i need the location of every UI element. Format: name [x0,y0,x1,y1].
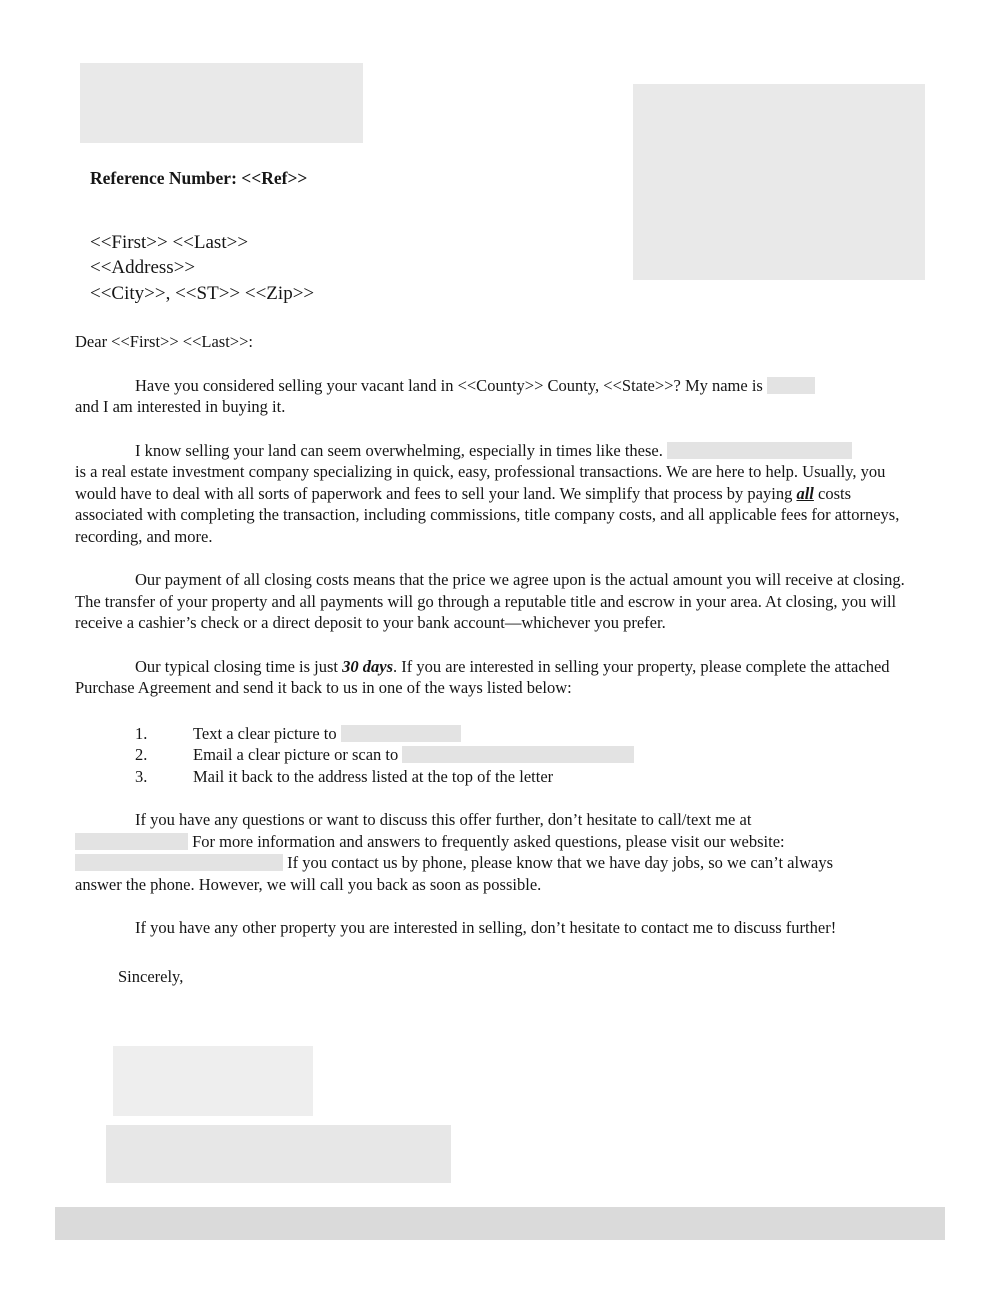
recipient-address-block [90,230,922,307]
p1-line2: and I am interested in buying it. [75,397,286,416]
list-item-1-text: Text a clear picture to [193,723,341,743]
redacted-buyer-name [767,377,815,394]
paragraph-company [75,440,922,548]
recipient-street-address: <<Address>> [90,257,196,278]
paragraph-questions [75,809,922,895]
p2-body-before: is a real estate investment company specializing in quick, easy, professional transactions. We are here to help. Usually, you would have to deal with all sorts of paperwork and fees to sell your land. We simplify that process by paying [75,462,886,503]
p5-line1: If you have any questions or want to discuss this offer further, don’t hesitate to call/text me at [135,810,752,829]
closing-sincerely: Sincerely, [118,966,184,986]
list-item-mail-back [135,766,922,788]
p2-intro: I know selling your land can seem overwhelming, especially in times like these. [135,440,663,460]
footer-bar-placeholder [55,1207,945,1240]
recipient-name: <<First>> <<Last>> [90,231,249,253]
sender-name-placeholder [106,1125,451,1183]
redacted-website-url [75,854,283,871]
p5-line3: If you contact us by phone, please know that we have day jobs, so we can’t always [283,853,834,872]
p4-30-days-emphasis: 30 days [342,656,394,676]
paragraph-closing-costs: Our payment of all closing costs means that the price we agree upon is the actual amount you will receive at closing. The transfer of your property and all payments will go through a reputable title and escrow in your area. At closing, you will receive a cashier’s check or a direct deposit to your bank account—whichever you prefer. [75,570,905,632]
paragraph-closing-time [75,656,922,699]
p2-body-after: costs associated with completing the transaction, including commissions, title company costs, and all applicable fees for attorneys, recording, and more. [75,483,900,546]
signature-placeholder [113,1046,313,1116]
paragraph-other-property: If you have any other property you are interested in selling, don’t hesitate to contact me to discuss further! [135,918,837,937]
return-options-list [135,723,922,788]
redacted-email-address [402,746,634,763]
list-item-2-text: Email a clear picture or scan to [193,745,403,764]
p4-after: . If you are interested in selling your property, please complete the attached Purchase Agreement and send it back to us in one of the ways listed below: [75,656,890,697]
list-item-email-picture [135,744,922,766]
list-item-3-text: Mail it back to the address listed at the top of the letter [193,766,554,786]
redacted-phone-number [75,833,188,850]
p5-line4: answer the phone. However, we will call you back as soon as possible. [75,874,542,894]
paragraph-intro [75,375,922,418]
reference-number-line: Reference Number: <<Ref>> [90,168,308,188]
redacted-text-phone-number [341,725,461,742]
list-number-3: 3. [135,766,148,786]
recipient-city-state-zip: <<City>>, <<ST>> <<Zip>> [90,282,315,304]
p1-line1: Have you considered selling your vacant land in <<County>> County, <<State>>? My name is [135,375,763,395]
list-number-2: 2. [135,745,148,764]
list-number-1: 1. [135,723,148,743]
p5-line2: For more information and answers to frequently asked questions, please visit our website: [188,831,785,851]
redacted-company-name [667,442,852,459]
list-item-text-picture [135,723,922,745]
p4-before: Our typical closing time is just [135,656,343,676]
letter-body [75,0,922,987]
p2-all-emphasis: all [796,483,814,503]
salutation: Dear <<First>> <<Last>>: [75,332,254,351]
